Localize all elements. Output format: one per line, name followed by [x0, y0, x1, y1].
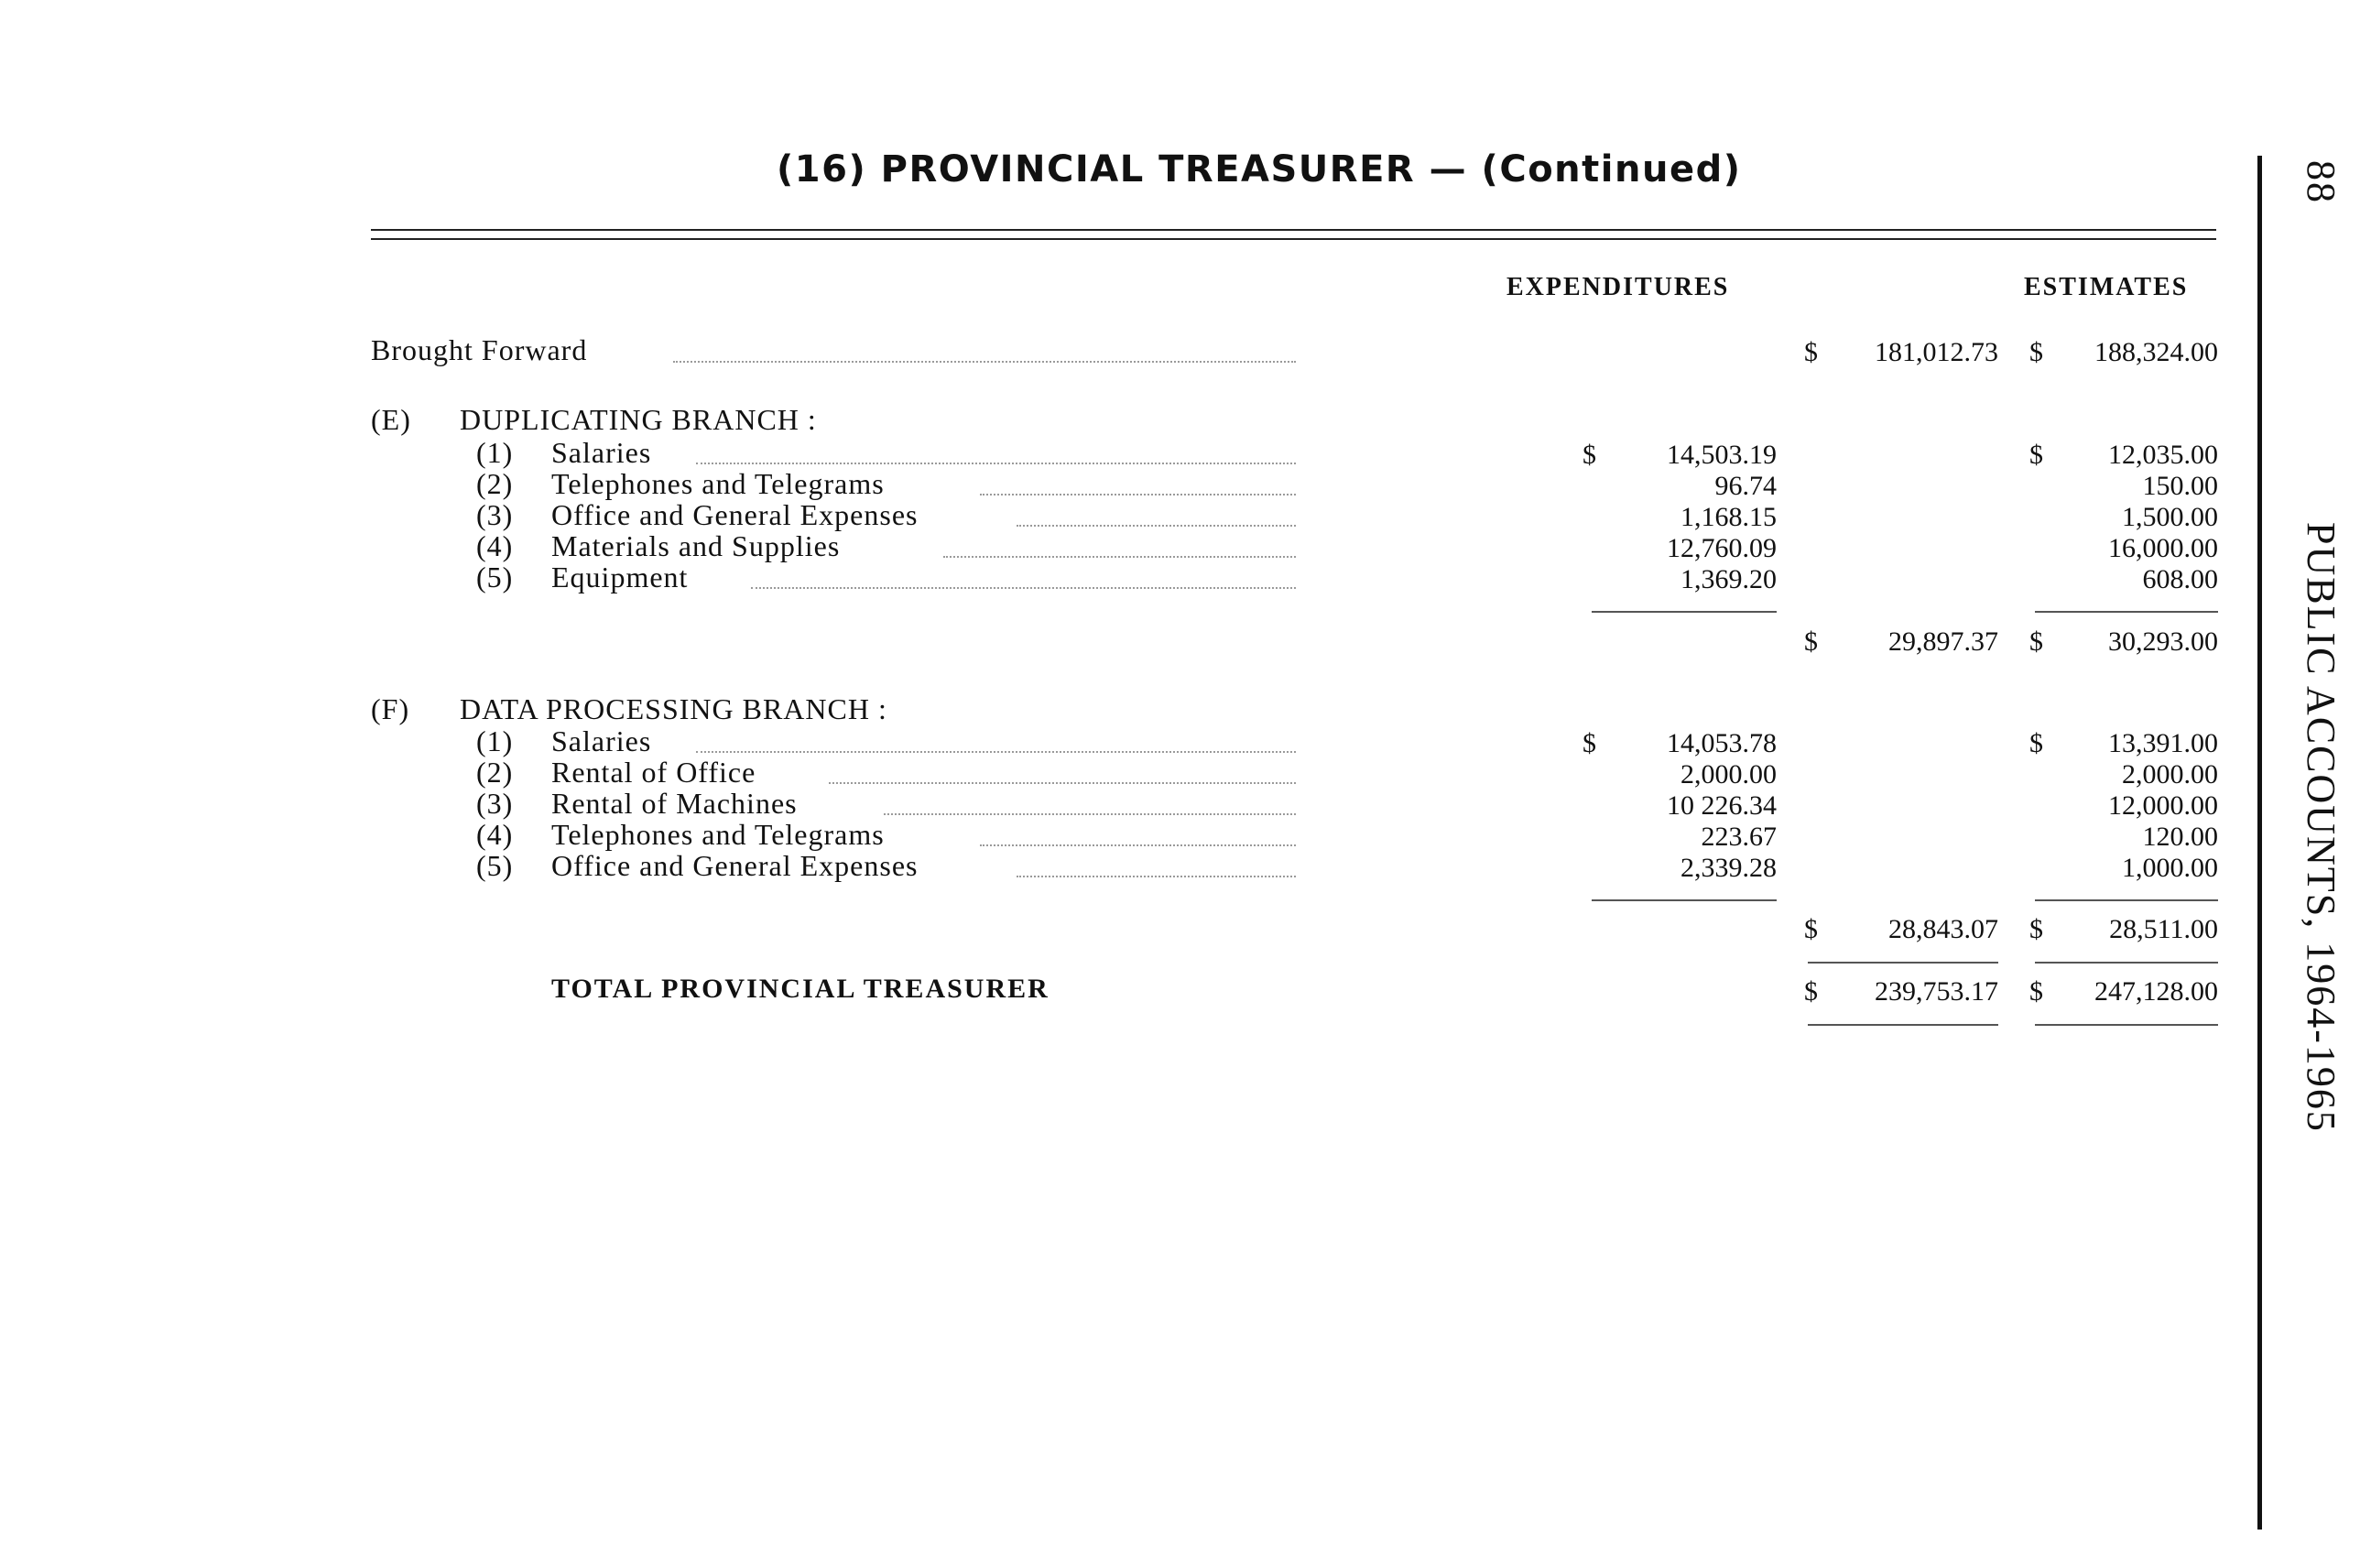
item-estimate: 2,000.00 [2122, 759, 2218, 789]
dollar-sign: $ [1582, 440, 1596, 470]
item-expenditure: 223.67 [1701, 822, 1777, 852]
item-number: (1) [476, 436, 514, 469]
dollar-sign: $ [1804, 976, 1818, 1007]
item-expenditure: 14,503.19 [1667, 440, 1777, 470]
expenditures-header: EXPENDITURES [1506, 273, 1730, 301]
section-estimate-subtotal: 30,293.00 [2108, 626, 2218, 657]
header-rule-bottom [371, 238, 2216, 240]
brought-forward-expenditure: 181,012.73 [1875, 337, 1998, 367]
item-label: Equipment [551, 561, 689, 593]
item-label: Rental of Office [551, 756, 756, 789]
subtotal-rule [1592, 611, 1777, 613]
item-label: Salaries [551, 724, 652, 757]
dollar-sign: $ [2029, 337, 2043, 367]
item-estimate: 12,035.00 [2108, 440, 2218, 470]
item-expenditure: 2,000.00 [1680, 759, 1777, 789]
brought-forward-estimate: 188,324.00 [2094, 337, 2218, 367]
dollar-sign: $ [1804, 337, 1818, 367]
leader-dots [1017, 876, 1296, 877]
item-estimate: 12,000.00 [2108, 790, 2218, 821]
leader-dots [751, 587, 1296, 589]
item-number: (3) [476, 787, 514, 820]
dollar-sign: $ [1804, 914, 1818, 944]
item-number: (5) [476, 561, 514, 593]
total-rule-top [2035, 962, 2218, 964]
item-number: (4) [476, 818, 514, 851]
item-number: (1) [476, 724, 514, 757]
dollar-sign: $ [1804, 626, 1818, 657]
item-number: (3) [476, 498, 514, 531]
item-estimate: 16,000.00 [2108, 533, 2218, 563]
item-label: Materials and Supplies [551, 529, 841, 562]
leader-dots [980, 494, 1296, 495]
section-expenditure-subtotal: 29,897.37 [1888, 626, 1998, 657]
dollar-sign: $ [2029, 626, 2043, 657]
subtotal-rule [2035, 899, 2218, 901]
leader-dots [673, 361, 1296, 363]
running-head: PUBLIC ACCOUNTS, 1964-1965 [2299, 522, 2344, 1133]
item-number: (5) [476, 849, 514, 882]
subtotal-rule [1592, 899, 1777, 901]
section-estimate-subtotal: 28,511.00 [2109, 914, 2218, 944]
leader-dots [1017, 525, 1296, 527]
item-number: (4) [476, 529, 514, 562]
item-expenditure: 1,168.15 [1680, 502, 1777, 532]
leader-dots [884, 813, 1296, 815]
item-expenditure: 14,053.78 [1667, 728, 1777, 758]
dollar-sign: $ [2029, 440, 2043, 470]
item-expenditure: 1,369.20 [1680, 564, 1777, 594]
section-expenditure-subtotal: 28,843.07 [1888, 914, 1998, 944]
item-label: Telephones and Telegrams [551, 467, 885, 500]
section-title: DUPLICATING BRANCH : [460, 403, 817, 436]
grand-total-expenditure: 239,753.17 [1875, 976, 1998, 1007]
item-number: (2) [476, 467, 514, 500]
total-rule-bottom [1808, 1024, 1998, 1026]
item-estimate: 608.00 [2142, 564, 2218, 594]
brought-forward-label: Brought Forward [371, 333, 588, 366]
item-estimate: 150.00 [2142, 471, 2218, 501]
section-letter: (F) [371, 692, 410, 725]
leader-dots [943, 556, 1296, 558]
item-expenditure: 10 226.34 [1667, 790, 1777, 821]
item-expenditure: 2,339.28 [1680, 853, 1777, 883]
item-label: Rental of Machines [551, 787, 798, 820]
item-estimate: 120.00 [2142, 822, 2218, 852]
leader-dots [696, 463, 1296, 464]
item-label: Office and General Expenses [551, 498, 919, 531]
section-letter: (E) [371, 403, 411, 436]
item-number: (2) [476, 756, 514, 789]
total-rule-top [1808, 962, 1998, 964]
item-expenditure: 12,760.09 [1667, 533, 1777, 563]
dollar-sign: $ [1582, 728, 1596, 758]
item-label: Office and General Expenses [551, 849, 919, 882]
subtotal-rule [2035, 611, 2218, 613]
section-title: DATA PROCESSING BRANCH : [460, 692, 887, 725]
estimates-header: ESTIMATES [2024, 273, 2189, 301]
item-label: Salaries [551, 436, 652, 469]
grand-total-estimate: 247,128.00 [2094, 976, 2218, 1007]
item-estimate: 1,000.00 [2122, 853, 2218, 883]
dollar-sign: $ [2029, 728, 2043, 758]
page-number: 88 [2299, 160, 2344, 204]
item-label: Telephones and Telegrams [551, 818, 885, 851]
leader-dots [696, 751, 1296, 753]
item-estimate: 13,391.00 [2108, 728, 2218, 758]
right-margin-rule [2257, 156, 2262, 1530]
total-rule-bottom [2035, 1024, 2218, 1026]
page-title: (16) PROVINCIAL TREASURER — (Continued) [777, 148, 1742, 191]
leader-dots [829, 782, 1296, 784]
leader-dots [980, 844, 1296, 846]
dollar-sign: $ [2029, 976, 2043, 1007]
item-expenditure: 96.74 [1714, 471, 1777, 501]
grand-total-label: TOTAL PROVINCIAL TREASURER [551, 974, 1050, 1004]
header-rule-top [371, 229, 2216, 231]
dollar-sign: $ [2029, 914, 2043, 944]
item-estimate: 1,500.00 [2122, 502, 2218, 532]
